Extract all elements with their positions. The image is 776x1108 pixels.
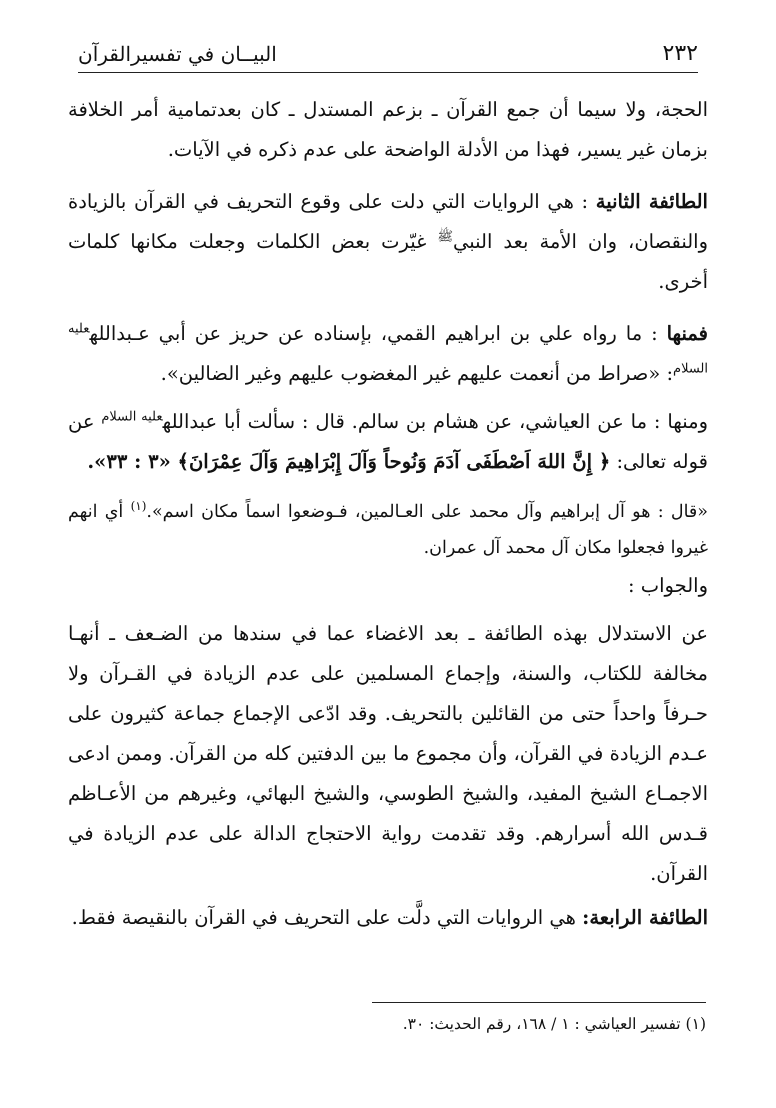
- paragraph-3-text-a: : ما رواه علي بن ابراهيم القمي، بإسناده عن حريز عن أبي عـبدالله: [89, 322, 667, 345]
- paragraph-4: [68, 402, 708, 482]
- paragraph-2: [68, 182, 708, 302]
- paragraph-5-text: عن الاستدلال بهذه الطائفة ـ بعد الاغضاء عما في سندها من الضـعف ـ أنهـا مخالفة للكتاب، والسنة، وإجماع المسلمين على عدم الزيادة في القـرآن ولا حـرفاً واحداً حتى من القائلين بالتحريف. وقد ادّعى الإجماع جماعة كثيرون على عـدم الزيادة في القرآن، وأن مجموع ما بين الدفتين كله من القرآن. وممن ادعى الاجمـاع الشيخ المفيد، والشيخ الطوسي، والشيخ البهائي، وغيرهم من الأعـاظم قـدس الله أسرارهم. وقد تقدمت رواية الاحتجاج الدالة على عدم الزيادة في القرآن.: [68, 622, 708, 885]
- paragraph-2-text-a: : هي الروايات التي دلت على وقوع التحريف في القرآن بالزيادة والنقصان، وان الأمة بعد النبي: [68, 190, 709, 253]
- paragraph-1: [68, 90, 708, 170]
- imam-honorific-1: عليه السلام: [68, 321, 708, 377]
- paragraph-3-term: فمنها: [666, 322, 708, 345]
- paragraph-1-text: الحجة، ولا سيما أن جمع القرآن ـ بزعم المستدل ـ كان بعدتمامية أمر الخلافة بزمان غير يسير، فهذا من الأدلة الواضحة على عدم ذكره في الآيات.: [68, 98, 708, 161]
- page-body: [68, 90, 708, 938]
- paragraph-3: [68, 314, 708, 394]
- prophet-honorific: ﷺ: [437, 229, 454, 245]
- paragraph-5: [68, 614, 708, 894]
- paragraph-4-text-b: عن قوله تعالى:: [68, 410, 708, 473]
- footnote-divider: [372, 1002, 706, 1003]
- quran-verse: ﴿ إِنَّ اللهَ اَصْطَفَى آدَمَ وَنُوحاً وَآلَ إِبْرَاهِيمَ وَآلَ عِمْرَانَ﴾ «٣ : ٣٣».: [87, 450, 611, 473]
- paragraph-2-term: الطائفة الثانية: [595, 190, 708, 213]
- paragraph-3-text-b: : «صراط من أنعمت عليهم غير المغضوب عليهم وغير الضالين».: [160, 362, 674, 385]
- quotation: [68, 494, 708, 566]
- paragraph-6-text: هي الروايات التي دلَّت على التحريف في القرآن بالنقيصة فقط.: [71, 906, 583, 929]
- quotation-explanation: أي انهم غيروا فجعلوا مكان آل محمد آل عمران.: [68, 502, 708, 558]
- page-header: [78, 38, 698, 73]
- footnote: (١) تفسير العياشي : ١ / ١٦٨، رقم الحديث: ٣٠.: [402, 1015, 706, 1033]
- paragraph-6-term: الطائفة الرابعة:: [582, 906, 708, 929]
- running-title: البيــان في تفسيرالقرآن: [78, 42, 277, 66]
- answer-heading: والجواب :: [628, 574, 708, 597]
- page-number: ٢٣٢: [662, 41, 698, 66]
- paragraph-4-text-a: ومنها : ما عن العياشي، عن هشام بن سالم. قال : سألت أبا عبدالله: [162, 410, 709, 433]
- imam-honorific-2: عليه السلام: [101, 409, 163, 425]
- paragraph-6: [68, 898, 708, 938]
- quotation-text: «قال : هو آل إبراهيم وآل محمد على العـالمين، فـوضعوا اسماً مكان اسم».: [146, 502, 708, 522]
- footnote-reference: (١): [130, 499, 147, 514]
- paragraph-2-text-b: غيّرت بعض الكلمات وجعلت مكانها كلمات أخرى.: [68, 230, 708, 293]
